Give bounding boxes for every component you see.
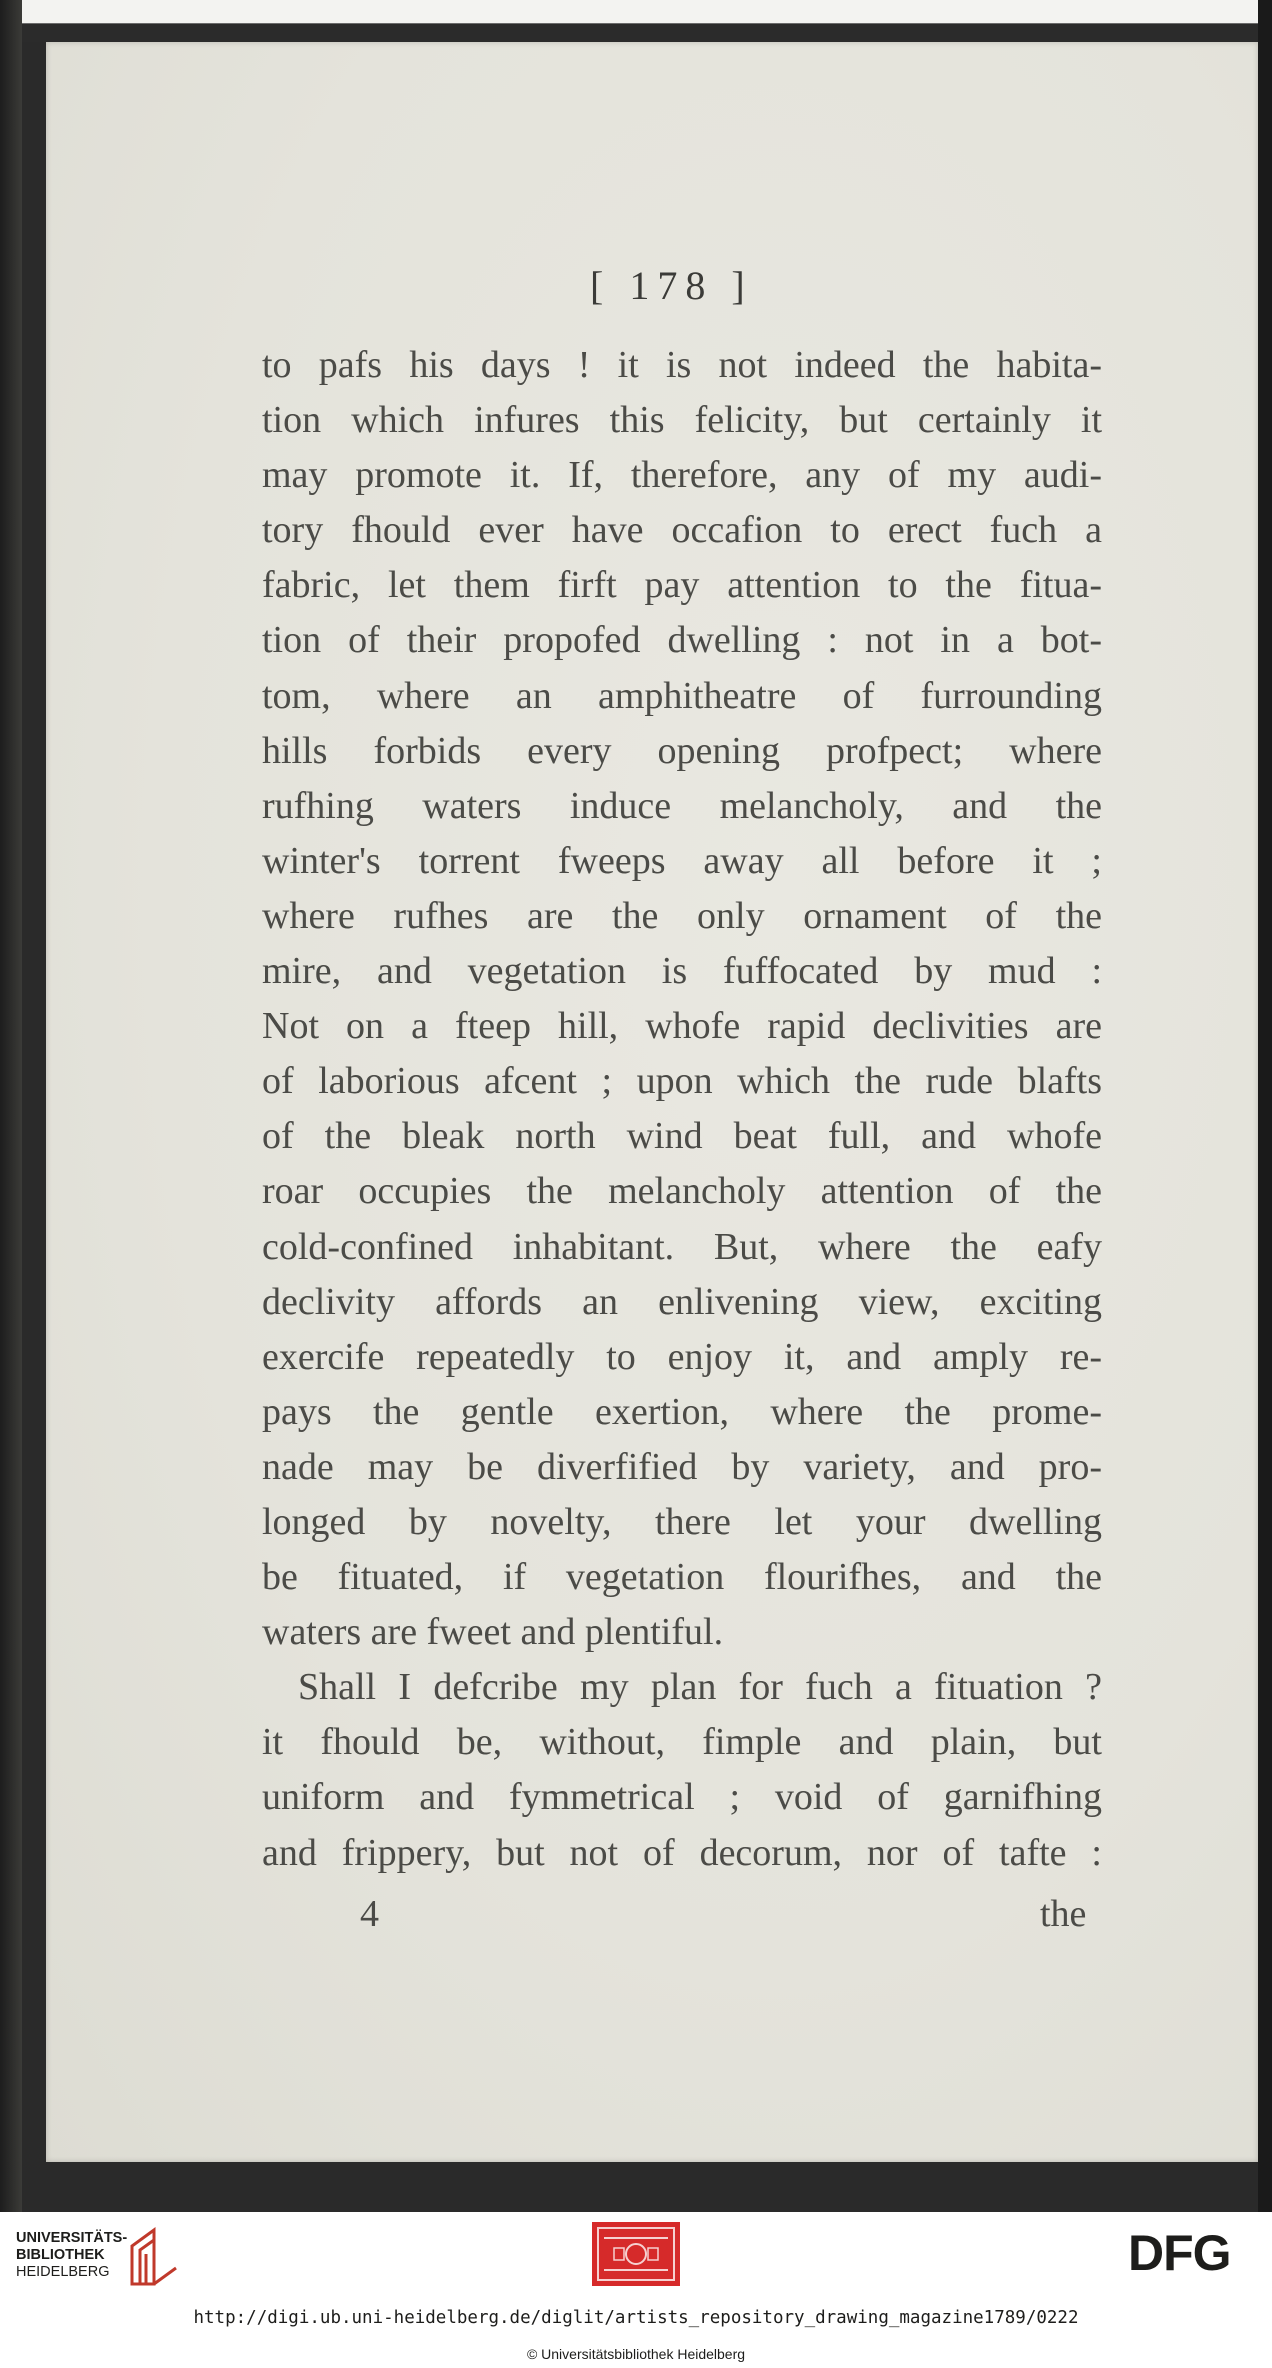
- library-line-1: UNIVERSITÄTS-: [16, 2230, 128, 2246]
- library-line-3: HEIDELBERG: [16, 2264, 110, 2280]
- text-line: of the bleak north wind beat full, and whofe: [262, 1115, 1102, 1158]
- text-line: tion which infures this felicity, but certainly it: [262, 399, 1102, 442]
- text-line: fabric, let them firft pay attention to the fitua-: [262, 564, 1102, 607]
- text-line: longed by novelty, there let your dwelling: [262, 1500, 1102, 1543]
- text-line: rufhing waters induce melancholy, and the: [262, 784, 1102, 827]
- text-line: exercife repeatedly to enjoy it, and amply re-: [262, 1335, 1102, 1378]
- text-line: mire, and vegetation is fuffocated by mud :: [262, 950, 1102, 993]
- text-line: winter's torrent fweeps away all before it ;: [262, 839, 1102, 882]
- copyright-notice: © Universitätsbibliothek Heidelberg: [526, 2346, 746, 2362]
- page-number: [ 178 ]: [590, 263, 753, 308]
- source-url[interactable]: http://digi.ub.uni-heidelberg.de/diglit/artists_repository_drawing_magazine1789/0222: [193, 2308, 1079, 2328]
- text-line: tory fhould ever have occafion to erect fuch a: [262, 509, 1102, 552]
- text-line: and frippery, but not of decorum, nor of tafte :: [262, 1831, 1102, 1874]
- scan-left-edge: [0, 0, 22, 2212]
- library-line-2: BIBLIOTHEK: [16, 2247, 105, 2263]
- library-name: [16, 2230, 126, 2281]
- viewer-footer: [0, 2212, 1272, 2368]
- university-library-logo[interactable]: [16, 2222, 196, 2294]
- text-line: tion of their propofed dwelling : not in a bot-: [262, 619, 1102, 662]
- text-line: hills forbids every opening profpect; where: [262, 729, 1102, 772]
- text-line: Not on a fteep hill, whofe rapid declivities are: [262, 1005, 1102, 1048]
- text-line: may promote it. If, therefore, any of my audi-: [262, 454, 1102, 497]
- scan-top-edge: [0, 0, 1272, 42]
- text-line: be fituated, if vegetation flourifhes, and the: [262, 1556, 1102, 1599]
- text-line: uniform and fymmetrical ; void of garnifhing: [262, 1776, 1102, 1819]
- text-line: cold-confined inhabitant. But, where the eafy: [262, 1225, 1102, 1268]
- body-text: [262, 338, 1102, 1881]
- dfg-logo[interactable]: DFG: [1128, 2225, 1231, 2281]
- text-line: of laborious afcent ; upon which the rude blafts: [262, 1060, 1102, 1103]
- scan-right-edge: [1258, 0, 1272, 2212]
- episteme-logo-icon: [592, 2222, 680, 2286]
- text-line: it fhould be, without, fimple and plain, but: [262, 1721, 1102, 1764]
- text-line: waters are fweet and plentiful.: [262, 1611, 724, 1654]
- text-line: where rufhes are the only ornament of the: [262, 894, 1102, 937]
- text-line: to pafs his days ! it is not indeed the habita-: [262, 344, 1102, 386]
- catchword: the: [1040, 1893, 1087, 1935]
- text-line: nade may be diverfified by variety, and pro-: [262, 1445, 1102, 1488]
- text-line: tom, where an amphitheatre of furrounding: [262, 674, 1102, 717]
- signature-mark: 4: [360, 1893, 379, 1935]
- text-line: pays the gentle exertion, where the prome-: [262, 1390, 1102, 1433]
- text-line: roar occupies the melancholy attention of the: [262, 1170, 1102, 1213]
- episteme-logo[interactable]: [592, 2222, 680, 2286]
- text-line: Shall I defcribe my plan for fuch a fituation ?: [298, 1666, 1102, 1709]
- library-emblem-icon: [124, 2224, 190, 2290]
- text-line: declivity affords an enlivening view, exciting: [262, 1280, 1102, 1323]
